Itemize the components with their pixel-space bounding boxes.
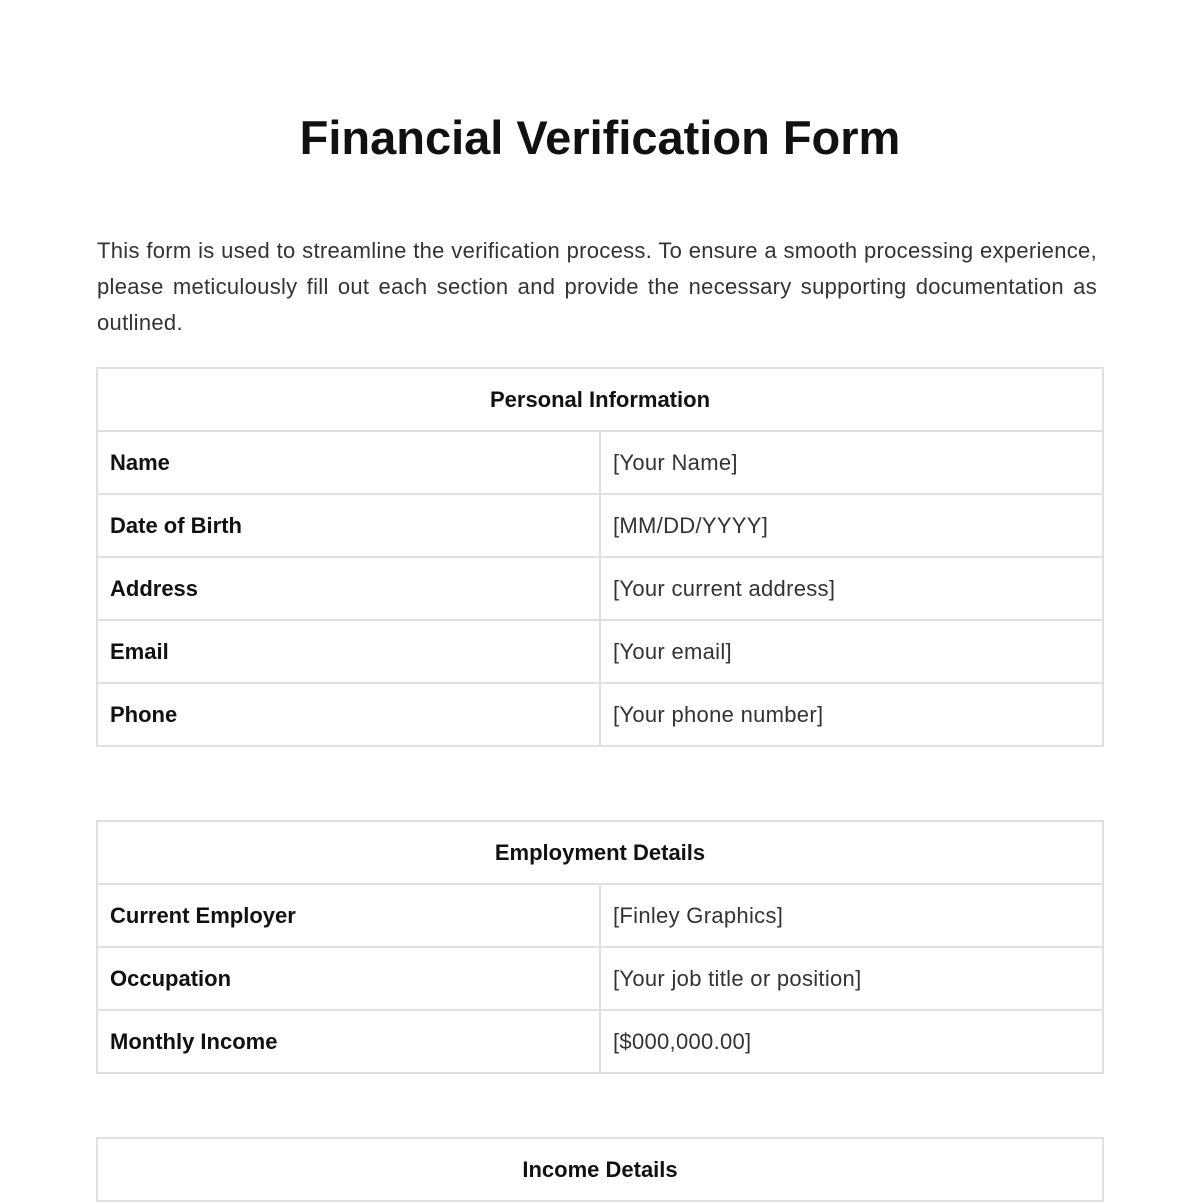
field-value-phone[interactable]: [Your phone number] xyxy=(600,683,1103,746)
field-label-address: Address xyxy=(97,557,600,620)
field-value-current-employer[interactable]: [Finley Graphics] xyxy=(600,884,1103,947)
table-row xyxy=(97,494,1103,557)
table-row xyxy=(97,431,1103,494)
section-heading-personal: Personal Information xyxy=(97,368,1103,431)
table-row xyxy=(97,947,1103,1010)
table-row xyxy=(97,884,1103,947)
field-value-occupation[interactable]: [Your job title or position] xyxy=(600,947,1103,1010)
field-value-address[interactable]: [Your current address] xyxy=(600,557,1103,620)
table-row xyxy=(97,1010,1103,1073)
income-details-table xyxy=(96,1137,1104,1202)
section-heading-income: Income Details xyxy=(97,1138,1103,1201)
field-label-occupation: Occupation xyxy=(97,947,600,1010)
table-row xyxy=(97,683,1103,746)
page-title: Financial Verification Form xyxy=(299,111,901,164)
employment-details-table xyxy=(96,820,1104,1074)
table-row xyxy=(97,557,1103,620)
field-label-current-employer: Current Employer xyxy=(97,884,600,947)
section-heading-employment: Employment Details xyxy=(97,821,1103,884)
field-label-name: Name xyxy=(97,431,600,494)
intro-paragraph: This form is used to streamline the verification process. To ensure a smooth processing experience, please meticulously fill out each section and provide the necessary supporting documentation as outlined. xyxy=(97,238,1097,335)
table-row xyxy=(97,620,1103,683)
field-value-email[interactable]: [Your email] xyxy=(600,620,1103,683)
field-value-name[interactable]: [Your Name] xyxy=(600,431,1103,494)
personal-information-table xyxy=(96,367,1104,747)
field-label-phone: Phone xyxy=(97,683,600,746)
field-label-date-of-birth: Date of Birth xyxy=(97,494,600,557)
field-value-monthly-income[interactable]: [$000,000.00] xyxy=(600,1010,1103,1073)
field-label-email: Email xyxy=(97,620,600,683)
field-value-date-of-birth[interactable]: [MM/DD/YYYY] xyxy=(600,494,1103,557)
field-label-monthly-income: Monthly Income xyxy=(97,1010,600,1073)
